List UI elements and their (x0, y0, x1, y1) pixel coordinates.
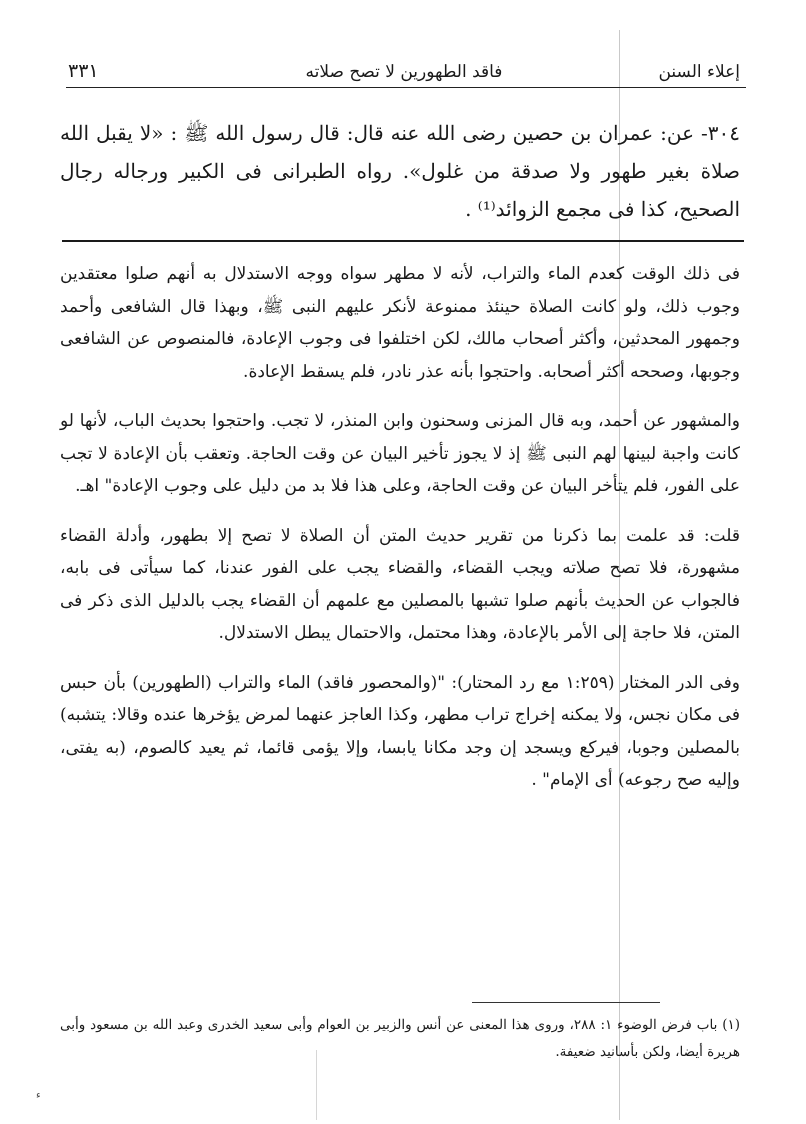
chapter-title: فاقد الطهورين لا تصح صلاته (305, 62, 503, 82)
commentary-paragraph: قلت: قد علمت بما ذكرنا من تقرير حديث المتن أن الصلاة لا تصح إلا بطهور، وأدلة القضاء مشهورة، فلا تصح صلاته ويجب القضاء، والقضاء يجب على الفور عندنا، كما سيأتى فى بابه، فالجواب عن الحديث بأنهم صلوا تشبها بالمصلين مع علمهم أن القضاء يجب بالدليل الذى ذكر فى المتن، فلا حاجة إلى الأمر بالإعادة، وهذا محتمل، والاحتمال يبطل الاستدلال. (60, 525, 740, 643)
header-divider (66, 87, 746, 88)
commentary-paragraph: والمشهور عن أحمد، وبه قال المزنى وسحنون وابن المنذر، لا تجب. واحتجوا بحديث الباب، لأنها لو كانت واجبة لبينها لهم النبى ﷺ إذ لا يجوز تأخير البيان عن وقت الحاجة. وتعقب بأن الإعادة لا تجب على الفور، فلم يتأخر البيان عن وقت الحاجة، وعلى هذا فلا بد من دليل على وجوب الإعادة" اهـ. (60, 411, 740, 496)
running-header (68, 58, 740, 88)
commentary-body (60, 258, 740, 814)
footnote: (١) باب فرض الوضوء ١: ٢٨٨، وروى هذا المعنى عن أنس والزبير بن العوام وأبى سعيد الخدرى وعبد الله بن مسعود وأبى هريرة أيضا، ولكن بأسانيد ضعيفة. (60, 1017, 741, 1060)
hadith-text: ٣٠٤- عن: عمران بن حصين رضى الله عنه قال: قال رسول الله ﷺ : «لا يقبل الله صلاة بغير طهور ولا صدقة من غلول». رواه الطبرانى فى الكبير ورجاله رجال الصحيح، كذا فى مجمع الزوائد⁽¹⁾ . (60, 121, 740, 221)
footnote-divider (472, 1002, 660, 1003)
commentary-paragraph: فى ذلك الوقت كعدم الماء والتراب، لأنه لا مطهر سواه ووجه الاستدلال به أنهم صلوا معتقدين وجوب ذلك، ولو كانت الصلاة حينئذ ممنوعة لأنكر عليهم النبى ﷺ، وبهذا قال الشافعى وأحمد وجمهور المحدثين، وأكثر أصحاب مالك، لكن اختلفوا فى وجوب الإعادة، فالمنصوص عن الشافعى وجوبها، وصححه أكثر أصحابه. واحتجوا بأنه عذر نادر، فلم يسقط الإعادة. (60, 264, 740, 382)
hadith-divider (62, 240, 744, 242)
commentary-paragraph: وفى الدر المختار (١:٢٥٩ مع رد المحتار): "(والمحصور فاقد) الماء والتراب (الطهورين) بأن حبس فى مكان نجس، ولا يمكنه إخراج تراب مطهر، وكذا العاجز عنهما لمرض يؤخرها عنده وقالا: يتشبه) بالمصلين وجوبا، فيركع ويسجد إن وجد مكانا يابسا، وإلا يؤمى قائما، ثم يعيد كالصوم، (به يفتى، وإليه صح رجوعه) أى الإمام" . (60, 672, 741, 790)
corner-mark: ء (36, 1090, 41, 1101)
book-title: إعلاء السنن (658, 62, 740, 82)
page-number: ٣٣١ (68, 60, 99, 82)
